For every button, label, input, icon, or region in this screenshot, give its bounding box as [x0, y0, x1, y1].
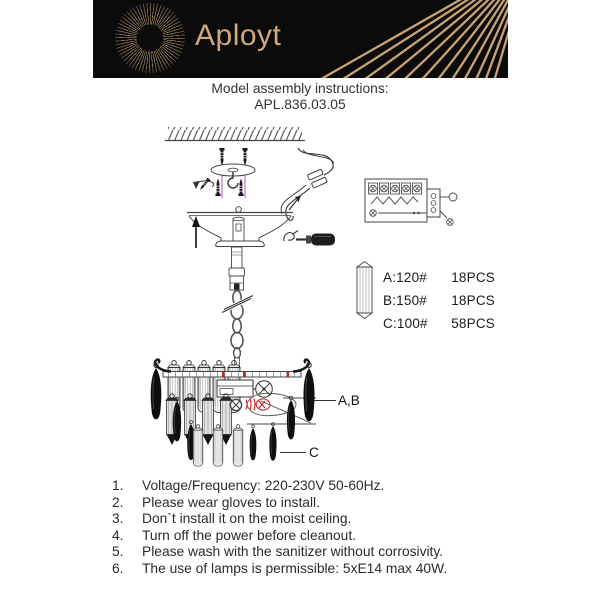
instruction-text: Turn off the power before cleanout. — [142, 527, 356, 543]
page-title — [0, 81, 600, 112]
crystal-rod-icon — [357, 262, 372, 319]
part-row-c — [383, 312, 495, 335]
instruction-text: Please wash with the sanitizer without corrosivity. — [142, 544, 444, 560]
part-code: B:150# — [383, 293, 427, 309]
canopy-icon — [187, 207, 293, 247]
part-qty: 18PCS — [451, 293, 495, 309]
sunburst-core — [137, 25, 164, 52]
part-code: C:100# — [383, 316, 428, 332]
chain-icon — [222, 247, 253, 371]
instruction-number: 2. — [112, 494, 124, 510]
instruction-number: 4. — [112, 527, 124, 543]
part-row-b — [383, 289, 495, 312]
instruction-text: Don`t install it on the moist ceiling. — [142, 511, 352, 527]
brand-banner — [93, 0, 508, 78]
wire-connection-icon — [281, 148, 334, 220]
gold-rays-decoration — [318, 0, 508, 78]
instructions-list — [112, 478, 512, 578]
instruction-item — [112, 478, 512, 495]
instruction-text: Please wear gloves to install. — [142, 494, 320, 510]
part-row-a — [383, 266, 495, 289]
instruction-number: 6. — [112, 560, 124, 576]
screw-icon — [238, 179, 243, 197]
instruction-text: Voltage/Frequency: 220-230V 50-60Hz. — [142, 478, 385, 493]
label-c: C — [309, 445, 319, 460]
instruction-item — [112, 528, 512, 545]
parts-list — [383, 266, 495, 336]
terminal-block-icon — [365, 179, 457, 225]
title-line1: Model assembly instructions: — [211, 81, 389, 96]
part-qty: 58PCS — [451, 316, 495, 332]
instruction-item — [112, 511, 512, 528]
label-ab: A,B — [338, 393, 360, 408]
screw-icon — [215, 179, 220, 197]
screw-icon — [219, 148, 224, 166]
ceiling-hatch-icon — [165, 127, 305, 141]
title-line2: APL.836.03.05 — [254, 96, 346, 112]
instruction-item — [112, 544, 512, 561]
screw-icon — [242, 148, 247, 166]
brand-name: Aployt — [195, 19, 282, 52]
instruction-item — [112, 495, 512, 512]
instruction-number: 1. — [112, 478, 124, 493]
rotation-arrow-icon — [193, 178, 214, 191]
chandelier-icon — [151, 360, 316, 467]
screwdriver-icon — [284, 231, 335, 246]
part-code: A:120# — [383, 270, 427, 286]
instruction-item — [112, 561, 512, 578]
instruction-text: The use of lamps is permissible: 5xE14 max 40W. — [142, 560, 448, 576]
sunburst-logo-icon — [115, 3, 185, 73]
instruction-number: 3. — [112, 511, 124, 527]
part-qty: 18PCS — [451, 270, 495, 286]
mounting-bracket-icon — [193, 148, 255, 198]
instruction-number: 5. — [112, 544, 124, 560]
